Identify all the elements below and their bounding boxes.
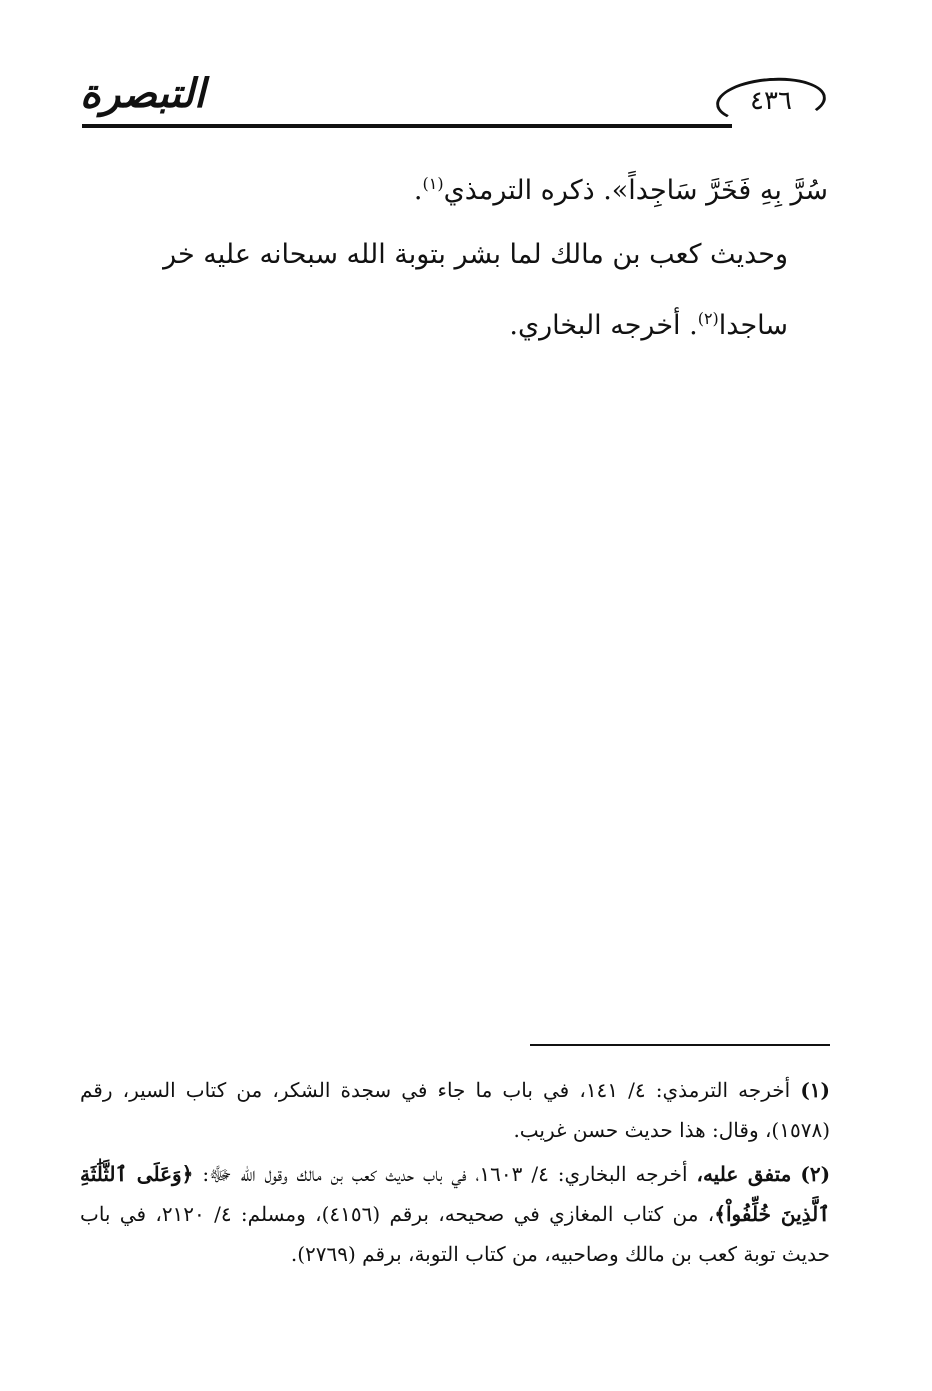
quran-verse: ﴿وَعَلَى ٱلثَّلَٰثَةِ ٱلَّذِينَ خُلِّفُواْ﴾ <box>80 1162 830 1226</box>
paragraph-1 <box>83 152 828 223</box>
paragraph-1-text: سُرَّ بِهِ فَخَرَّ سَاجِداً». ذكره الترمذي <box>443 175 828 206</box>
footnote-ref-1[interactable]: (١) <box>422 174 444 193</box>
book-title: التبصرة <box>80 70 206 117</box>
footnote-1-text: أخرجه الترمذي: ٤/ ١٤١، في باب ما جاء في سجدة الشكر، من كتاب السير، رقم (١٥٧٨)، وقال: هذا حديث حسن غريب. <box>80 1078 830 1142</box>
paragraph-1-end: . <box>413 175 423 206</box>
footnote-ref-2[interactable]: (٢) <box>697 309 719 328</box>
footnote-2 <box>80 1154 830 1274</box>
footnote-1 <box>80 1070 830 1150</box>
footnote-1-number: (١) <box>800 1078 831 1102</box>
page-number: ٤٣٦ <box>750 86 792 116</box>
footnote-rule <box>530 1044 830 1046</box>
main-text <box>83 152 828 358</box>
footnote-2-text-b: ، من كتاب المغازي في صحيحه، برقم (٤١٥٦)، ومسلم: ٤/ ٢١٢٠، في باب حديث توبة كعب بن مالك وصاحبيه، من كتاب التوبة، برقم (٢٧٦٩). <box>80 1202 830 1266</box>
footnote-2-number: (٢) <box>800 1162 831 1186</box>
footnote-2-bold: متفق عليه، <box>696 1162 792 1186</box>
paragraph-2-text: وحديث كعب بن مالك لما بشر بتوبة الله سبحانه عليه خر ساجدا <box>163 239 788 341</box>
paragraph-2-end: . أخرجه البخاري. <box>509 310 698 341</box>
paragraph-2 <box>83 223 828 358</box>
footnote-2-text-a: أخرجه البخاري: ٤/ ١٦٠٣، في باب حديث كعب بن مالك وقول الله ﷻ: <box>202 1162 688 1186</box>
header-rule <box>82 124 732 128</box>
footnotes <box>80 1070 830 1278</box>
